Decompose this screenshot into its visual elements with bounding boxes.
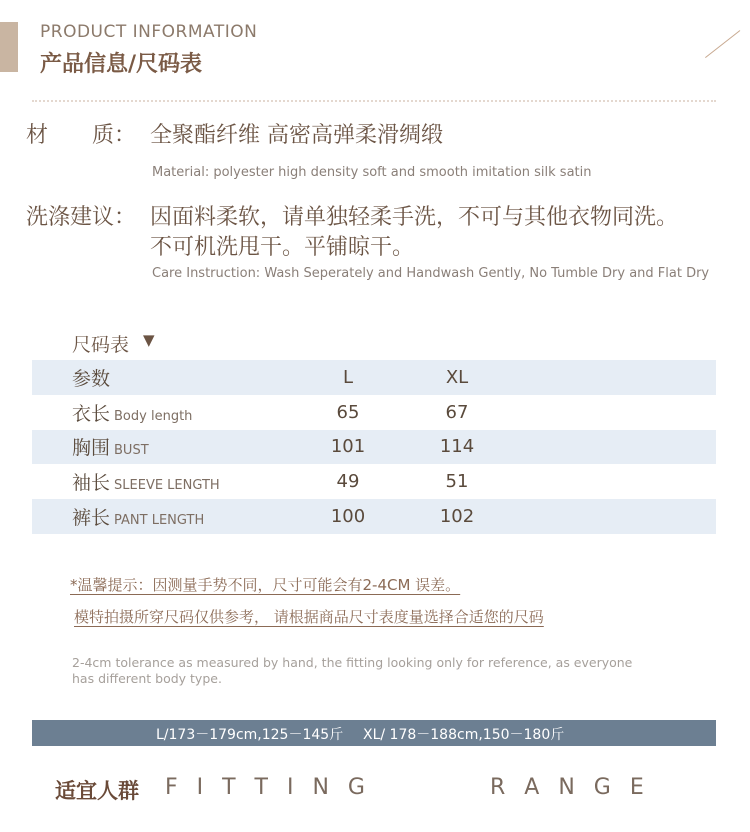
row-value-l: 49	[336, 471, 360, 493]
care-line-1: 因面料柔软，请单独轻柔手洗，不可与其他衣物同洗。	[150, 205, 679, 230]
header-title-en: PRODUCT INFORMATION	[40, 22, 258, 42]
fitting-range-label-en-2: R A N G E	[490, 775, 644, 800]
decorative-slash-line	[705, 30, 740, 58]
row-label-en: Body length	[114, 408, 193, 424]
material-value: 全聚酯纤维 高密高弹柔滑绸缎	[150, 123, 443, 148]
header-param: 参数	[72, 367, 111, 390]
tip-line-1: *温馨提示：因测量手势不同，尺寸可能会有2-4CM 误差。	[70, 576, 461, 594]
row-value-l: 65	[336, 401, 360, 423]
table-row	[32, 395, 716, 430]
fitting-range-bar	[32, 720, 716, 746]
fitting-range-label-cn: 适宜人群	[55, 779, 139, 803]
row-value-xl: 102	[439, 506, 475, 528]
header-size-l: L	[342, 366, 354, 388]
row-label	[72, 433, 149, 460]
tip-line-2: 模特拍摄所穿尺码仅供参考， 请根据商品尺寸表度量选择合适您的尺码	[74, 608, 544, 626]
header-accent-bar	[0, 22, 18, 72]
table-row	[32, 464, 716, 499]
row-label	[72, 468, 220, 495]
row-value-l: 101	[330, 436, 366, 458]
header-title-cn: 产品信息/尺码表	[40, 52, 203, 77]
tolerance-line-1: 2-4cm tolerance as measured by hand, the fitting looking only for reference, as everyone	[72, 655, 633, 670]
row-value-l: 100	[330, 506, 366, 528]
row-label-cn: 裤长	[72, 507, 111, 530]
row-label-cn: 袖长	[72, 472, 111, 495]
size-table-header-row	[32, 360, 716, 395]
row-label-cn: 胸围	[72, 437, 111, 460]
table-row	[32, 430, 716, 465]
fitting-range-label-en-1: F I T T I N G	[165, 775, 365, 800]
row-value-xl: 51	[445, 471, 469, 493]
material-note: Material: polyester high density soft and smooth imitation silk satin	[152, 165, 592, 180]
range-xl: XL/ 178－188cm,150－180斤	[363, 727, 565, 743]
range-l: L/173－179cm,125－145斤	[156, 727, 344, 743]
dotted-divider	[32, 100, 716, 102]
size-table	[32, 360, 716, 534]
table-row	[32, 499, 716, 534]
header-size-xl: XL	[445, 366, 469, 388]
tolerance-note	[72, 655, 672, 687]
size-chart-arrow-icon: ▼	[143, 331, 155, 349]
care-label: 洗涤建议：	[26, 205, 137, 230]
row-label-en: PANT LENGTH	[114, 513, 205, 529]
tolerance-line-2: has different body type.	[72, 671, 222, 686]
row-value-xl: 114	[439, 436, 475, 458]
row-label	[72, 503, 204, 530]
size-chart-title: 尺码表	[72, 334, 130, 356]
material-label: 材 质：	[26, 123, 137, 148]
care-line-2: 不可机洗甩干。平铺晾干。	[150, 235, 415, 260]
row-label-en: BUST	[114, 443, 149, 459]
row-label-en: SLEEVE LENGTH	[114, 478, 220, 494]
row-label-cn: 衣长	[72, 402, 111, 425]
care-note: Care Instruction: Wash Seperately and Handwash Gently, No Tumble Dry and Flat Dry	[152, 266, 710, 281]
row-label	[72, 399, 192, 426]
row-value-xl: 67	[445, 401, 469, 423]
